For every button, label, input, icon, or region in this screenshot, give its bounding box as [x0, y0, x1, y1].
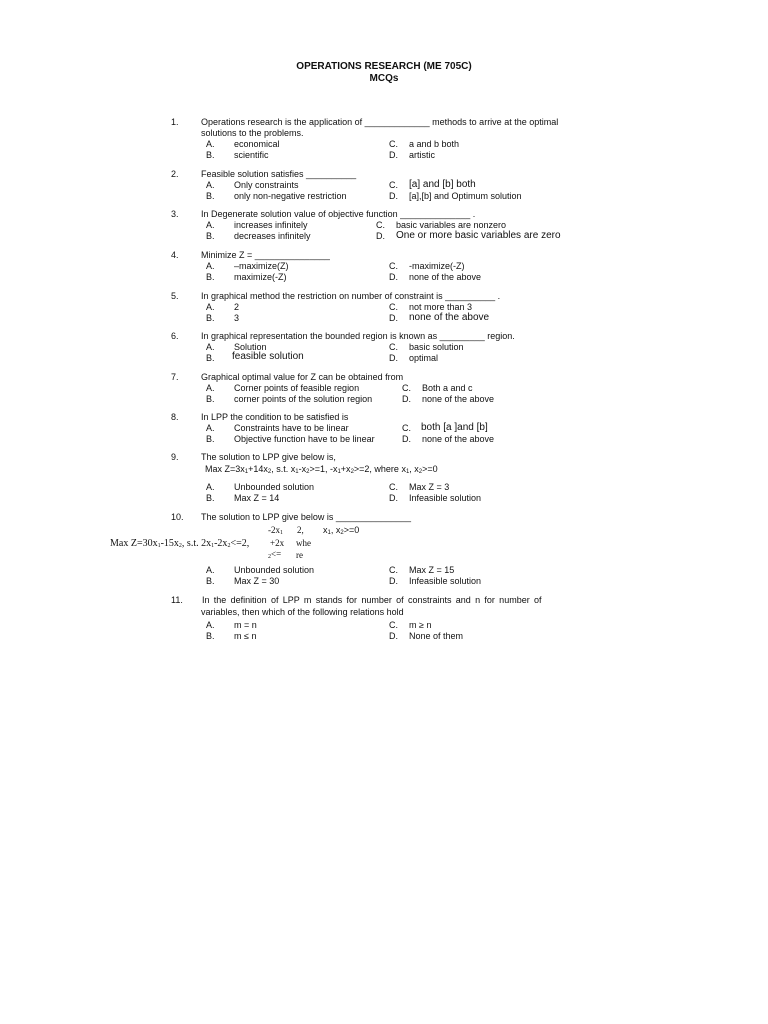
option-text-a: Unbounded solution [234, 565, 315, 575]
objective-formula [205, 464, 438, 475]
question-number: 1. [171, 117, 179, 127]
option-letter-d: D. [389, 493, 398, 503]
option-letter-c: C. [389, 180, 398, 190]
question-number: 7. [171, 372, 179, 382]
formula-subscript: 1 [405, 469, 410, 475]
formula-subscript: 1 [295, 469, 299, 475]
option-letter-d: D. [402, 434, 411, 444]
option-letter-d: D. [402, 394, 411, 404]
option-letter-c: C. [402, 423, 411, 433]
option-text-c: Both a and c [422, 383, 473, 393]
option-text-c: -maximize(-Z) [409, 261, 465, 271]
option-text-c: a and b both [409, 139, 460, 149]
option-text-a: Only constraints [234, 180, 299, 190]
option-letter-b: B. [206, 191, 215, 201]
formula-text: , s.t. x [271, 464, 296, 474]
question-text: Operations research is the application of _____________ methods to arrive at the optimal solutions to the problems. [201, 117, 559, 138]
option-letter-a: A. [206, 342, 215, 352]
option-text-a: Corner points of feasible region [234, 383, 360, 393]
option-letter-d: D. [389, 353, 398, 363]
question-number: 3. [171, 209, 179, 219]
option-text-a: –maximize(Z) [234, 261, 289, 271]
formula-text: >=0 [422, 464, 438, 474]
question-text: The solution to LPP give below is _______________ [201, 512, 411, 522]
option-text-d: none of the above [409, 312, 490, 323]
formula-fragment: $x_1$, $x_2>=0$ [323, 525, 360, 536]
option-text-b: corner points of the solution region [234, 394, 373, 404]
option-text-b: Max Z = 14 [234, 493, 280, 503]
option-text-b: maximize(-Z) [234, 272, 287, 282]
option-text-d: [a],[b] and Optimum solution [409, 191, 522, 201]
option-text-a: 2 [234, 302, 240, 312]
question-number: 11. [171, 595, 183, 605]
formula-subscript: 1 [337, 469, 341, 475]
formula-text: , x [409, 464, 419, 474]
option-letter-a: A. [206, 482, 215, 492]
option-letter-a: A. [206, 139, 215, 149]
question-text: Feasible solution satisfies __________ [201, 169, 357, 179]
option-letter-c: C. [389, 565, 398, 575]
option-text-b: feasible solution [232, 351, 304, 362]
option-text-b: scientific [234, 150, 269, 160]
option-text-c: m ≥ n [409, 620, 432, 630]
objective-formula: Max $Z=30x_1-15x_2$, s.t. $2x_1-2x_2<=2$, [110, 538, 250, 549]
question-number: 4. [171, 250, 179, 260]
option-letter-d: D. [389, 576, 398, 586]
option-letter-a: A. [206, 302, 215, 312]
formula-text: +14x [248, 464, 268, 474]
formula-fragment: $-2x_1$ [268, 525, 283, 536]
option-text-b: only non-negative restriction [234, 191, 347, 201]
option-letter-b: B. [206, 434, 215, 444]
option-text-a: m = n [234, 620, 257, 630]
option-letter-d: D. [376, 231, 385, 241]
option-letter-b: B. [206, 272, 215, 282]
formula-text: >=2, where x [353, 464, 406, 474]
formula-subscript: 2 [306, 469, 310, 475]
option-text-d: none of the above [409, 272, 482, 282]
formula-fragment: $_2$<= [268, 549, 282, 560]
option-letter-c: C. [389, 302, 398, 312]
formula-fragment: re [296, 550, 303, 560]
option-letter-b: B. [206, 231, 215, 241]
option-letter-d: D. [389, 191, 398, 201]
option-text-b: m ≤ n [234, 631, 257, 641]
option-letter-d: D. [389, 150, 398, 160]
option-letter-d: D. [389, 631, 398, 641]
option-letter-b: B. [206, 353, 215, 363]
question-text: The solution to LPP give below is, [201, 452, 336, 462]
question-text: Minimize Z = _______________ [201, 250, 330, 260]
option-letter-d: D. [389, 313, 398, 323]
question-text: In LPP the condition to be satisfied is [201, 412, 349, 422]
option-text-a: economical [234, 139, 280, 149]
option-text-d: none of the above [422, 394, 495, 404]
option-text-d: Infeasible solution [409, 576, 482, 586]
option-text-a: Solution [234, 342, 267, 352]
option-letter-c: C. [389, 342, 398, 352]
option-letter-a: A. [206, 261, 215, 271]
formula-subscript: 2 [267, 469, 272, 475]
option-letter-a: A. [206, 565, 215, 575]
option-letter-c: C. [389, 139, 398, 149]
option-text-c: [a] and [b] both [409, 179, 476, 190]
question-text: In Degenerate solution value of objective function ______________ . [201, 209, 476, 219]
option-text-d: artistic [409, 150, 436, 160]
option-text-a: Constraints have to be linear [234, 423, 349, 433]
option-letter-b: B. [206, 631, 215, 641]
question-text-line-1: In the definition of LPP m stands for number of constraints and n for number of [202, 595, 542, 605]
option-text-b: 3 [234, 313, 240, 323]
option-text-b: decreases infinitely [234, 231, 311, 241]
option-letter-a: A. [206, 180, 215, 190]
option-text-d: none of the above [422, 434, 495, 444]
option-letter-a: A. [206, 423, 215, 433]
option-letter-b: B. [206, 576, 215, 586]
formula-text: -x [298, 464, 307, 474]
question-number: 8. [171, 412, 179, 422]
question-number: 9. [171, 452, 179, 462]
formula-fragment: 2, [297, 525, 304, 535]
option-text-c: Max Z = 15 [409, 565, 455, 575]
document-subtitle: MCQs [369, 73, 399, 84]
option-text-a: Unbounded solution [234, 482, 315, 492]
option-letter-b: B. [206, 313, 215, 323]
option-letter-c: C. [389, 620, 398, 630]
option-text-a: increases infinitely [234, 220, 308, 230]
question-number: 2. [171, 169, 179, 179]
option-text-d: Infeasible solution [409, 493, 482, 503]
option-text-b: Max Z = 30 [234, 576, 280, 586]
question-text-line-2: variables, then which of the following relations hold [201, 607, 404, 617]
option-letter-b: B. [206, 493, 215, 503]
option-letter-c: C. [389, 482, 398, 492]
question-number: 6. [171, 331, 179, 341]
option-text-d: optimal [409, 353, 439, 363]
document-title: OPERATIONS RESEARCH (ME 705C) [296, 61, 472, 72]
option-text-c: Max Z = 3 [409, 482, 450, 492]
option-letter-a: A. [206, 220, 215, 230]
option-text-c: basic solution [409, 342, 464, 352]
option-letter-b: B. [206, 394, 215, 404]
formula-text: +x [340, 464, 351, 474]
formula-subscript: 2 [350, 469, 354, 475]
question-text: Graphical optimal value for Z can be obtained from [201, 372, 404, 382]
option-letter-c: C. [376, 220, 385, 230]
question-text: In graphical method the restriction on number of constraint is __________ . [201, 291, 501, 301]
formula-text: Max Z=3x [205, 464, 245, 474]
option-letter-a: A. [206, 383, 215, 393]
question-number: 10. [171, 512, 184, 522]
option-text-c: basic variables are nonzero [396, 220, 507, 230]
option-letter-b: B. [206, 150, 215, 160]
option-text-b: Objective function have to be linear [234, 434, 375, 444]
option-text-d: None of them [409, 631, 464, 641]
formula-fragment: whe [296, 538, 311, 548]
option-text-c: not more than 3 [409, 302, 473, 312]
option-letter-c: C. [402, 383, 411, 393]
formula-fragment: +2x [270, 538, 285, 548]
option-letter-c: C. [389, 261, 398, 271]
question-text: In graphical representation the bounded region is known as _________ region. [201, 331, 515, 341]
option-letter-d: D. [389, 272, 398, 282]
formula-subscript: 2 [418, 469, 423, 475]
question-number: 5. [171, 291, 179, 301]
option-text-d: One or more basic variables are zero [396, 230, 561, 241]
option-letter-a: A. [206, 620, 215, 630]
option-text-c: both [a ]and [b] [421, 422, 488, 433]
formula-text: >=1, -x [309, 464, 338, 474]
formula-subscript: 1 [244, 469, 249, 475]
